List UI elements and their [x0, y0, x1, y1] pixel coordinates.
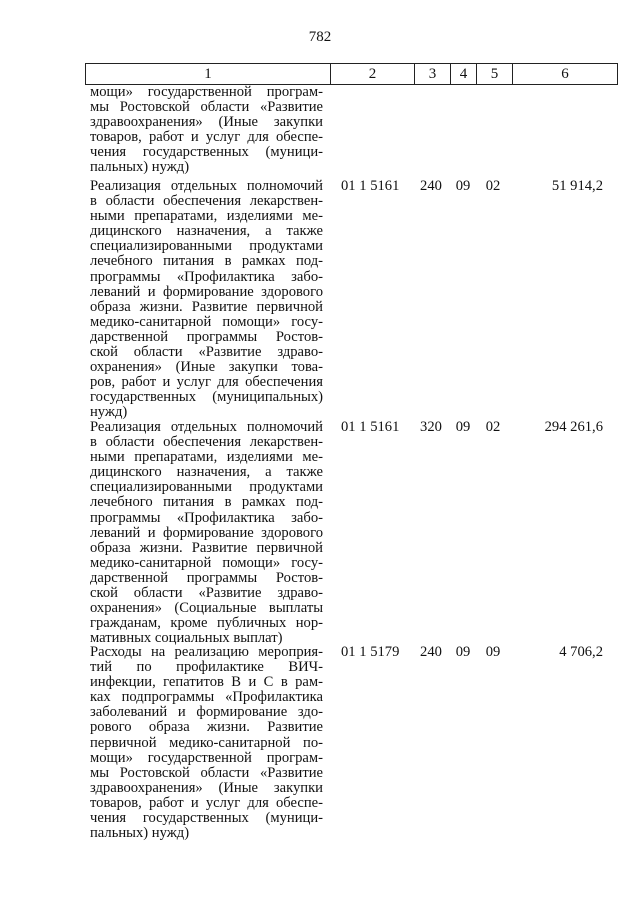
row-description-line: программы «Профилактика забо- [90, 268, 323, 285]
row-description-line: Реализация отдельных полномочий [90, 178, 323, 194]
row-description-line: образа жизни. Развитие первичной [90, 298, 323, 315]
row-description-line: Расходы на реализацию мероприя- [90, 644, 323, 660]
row-vr: 320 [420, 419, 442, 435]
row-pr: 02 [485, 178, 501, 194]
row-description-line: заболеваний и формирование здо- [90, 704, 323, 721]
row-description-line: медико-санитарной помощи» госу- [90, 554, 323, 571]
row-description-line: специализированными продуктами [90, 238, 323, 255]
header-col-2: 2 [331, 64, 415, 84]
row-description-line: охранения» (Иные закупки това- [90, 359, 323, 376]
row-pr: 02 [485, 419, 501, 435]
row-sum: 294 261,6 [544, 419, 603, 435]
header-col-5: 5 [477, 64, 513, 84]
row-description-line: дарственной программы Ростов- [90, 328, 323, 345]
row-description-line: товаров, работ и услуг для обеспе- [90, 129, 323, 146]
row-description-line: государственных (муниципальных) [90, 389, 323, 406]
row-description-line: товаров, работ и услуг для обеспе- [90, 794, 323, 811]
row-description-line: дарственной программы Ростов- [90, 569, 323, 586]
row-description-line: дицинского назначения, а также [90, 464, 323, 481]
table-row [90, 179, 323, 421]
row-code: 01 1 5179 [341, 644, 400, 660]
row-description-line: мативных социальных выплат) [90, 630, 283, 647]
row-description-line: мы Ростовской области «Развитие [90, 99, 323, 116]
header-col-3: 3 [415, 64, 451, 84]
row-description-line: мощи» государственной програм- [90, 84, 323, 100]
header-col-4: 4 [451, 64, 477, 84]
row-description-line: лечебного питания в рамках под- [90, 494, 323, 511]
row-sum: 4 706,2 [559, 644, 603, 660]
row-description-line: мы Ростовской области «Развитие [90, 764, 323, 781]
row-description-line: программы «Профилактика забо- [90, 509, 323, 526]
row-pr: 09 [485, 644, 501, 660]
row-description-line: ными препаратами, изделиями ме- [90, 449, 323, 466]
row-description-line: первичной медико-санитарной по- [90, 734, 323, 751]
row-description-line: рового образа жизни. Развитие [90, 719, 323, 736]
row-description-line: охранения» (Социальные выплаты [90, 600, 323, 617]
row-description-line: специализированными продуктами [90, 479, 323, 496]
row-vr: 240 [420, 178, 442, 194]
row-description-line: инфекции, гепатитов В и С в рам- [90, 674, 323, 691]
row-description-line: тий по профилактике ВИЧ- [90, 659, 323, 676]
row-code: 01 1 5161 [341, 419, 400, 435]
row-sum: 51 914,2 [551, 178, 603, 194]
row-description-line: леваний и формирование здорового [90, 524, 323, 541]
row-rz: 09 [455, 419, 471, 435]
row-description-line: ской области «Развитие здраво- [90, 585, 323, 602]
row-description-line: ными препаратами, изделиями ме- [90, 208, 323, 225]
row-description-line: здравоохранения» (Иные закупки [90, 114, 323, 131]
row-code: 01 1 5161 [341, 178, 400, 194]
row-description-line: дицинского назначения, а также [90, 223, 323, 240]
row-description-line: леваний и формирование здорового [90, 283, 323, 300]
row-description-line: гражданам, кроме публичных нор- [90, 615, 323, 632]
header-col-1: 1 [86, 64, 331, 84]
row-vr: 240 [420, 644, 442, 660]
table-row [90, 645, 323, 841]
row-description-line: медико-санитарной помощи» госу- [90, 313, 323, 330]
row-description-line: чения государственных (муници- [90, 144, 323, 161]
row-description-line: мощи» государственной програм- [90, 749, 323, 766]
row-description-line: образа жизни. Развитие первичной [90, 539, 323, 556]
row-description-line: в области обеспечения лекарствен- [90, 193, 323, 210]
header-col-6: 6 [561, 66, 569, 82]
table-header [85, 63, 618, 85]
row-description-line: пальных) нужд) [90, 159, 190, 176]
row-description-line: в области обеспечения лекарствен- [90, 434, 323, 451]
row-description-line: Реализация отдельных полномочий [90, 419, 323, 435]
row-description-line: здравоохранения» (Иные закупки [90, 779, 323, 796]
page-number: 782 [308, 29, 332, 45]
row-description-line: ках подпрограммы «Профилактика [90, 689, 323, 706]
row-description-line: пальных) нужд) [90, 825, 190, 842]
row-rz: 09 [455, 644, 471, 660]
row-description-line: лечебного питания в рамках под- [90, 253, 323, 270]
row-description-line: ской области «Развитие здраво- [90, 344, 323, 361]
row-description-line: ров, работ и услуг для обеспечения [90, 374, 323, 391]
row-rz: 09 [455, 178, 471, 194]
table-row [90, 85, 323, 176]
row-description-line: чения государственных (муници- [90, 810, 323, 827]
row-description-line: нужд) [90, 404, 128, 421]
table-row [90, 420, 323, 646]
